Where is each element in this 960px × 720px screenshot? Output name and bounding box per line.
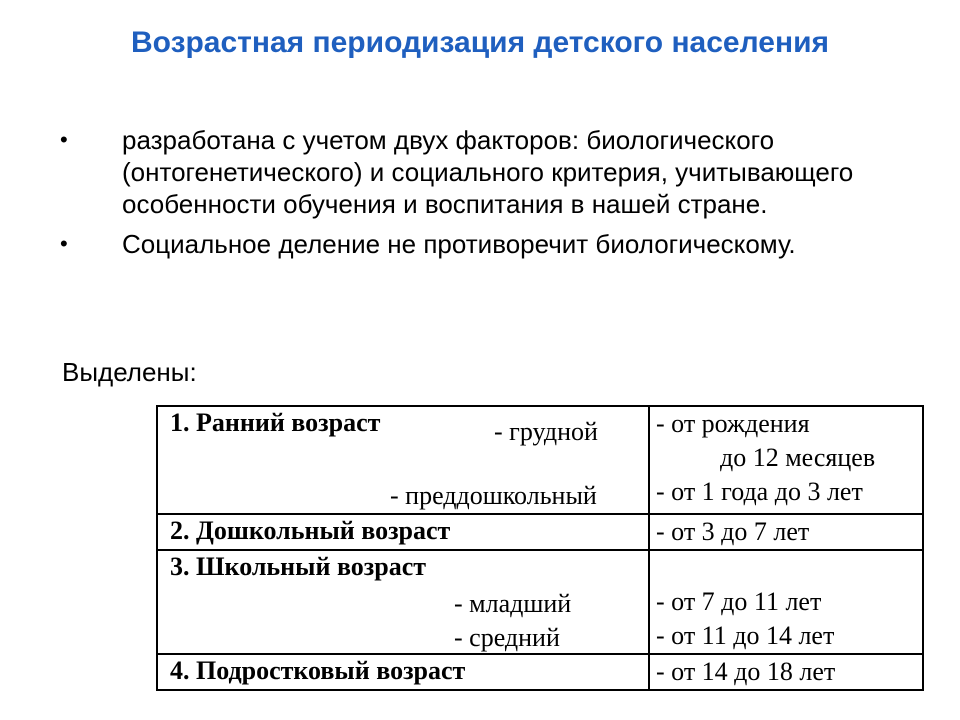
age-range: - от 1 года до 3 лет (656, 477, 863, 506)
bullet-item (60, 228, 900, 260)
bullet-text: разработана с учетом двух факторов: биологического (онтогенетического) и социального критерия, учитывающего особенности обучения и воспитания в нашей стране. (122, 125, 854, 219)
age-range: - от 3 до 7 лет (656, 517, 810, 546)
subgroup-label: - младший (454, 589, 572, 618)
age-name-cell (157, 654, 649, 690)
age-range: - от 14 до 18 лет (656, 657, 836, 686)
age-range-cell (649, 514, 923, 550)
age-range-cell (649, 406, 923, 514)
age-range: - от 7 до 11 лет (656, 587, 822, 616)
bullet-dot-icon: • (60, 231, 68, 256)
bullet-dot-icon: • (60, 127, 68, 152)
subgroup-label: - преддошкольный (390, 481, 597, 510)
bullet-text: Социальное деление не противоречит биологическому. (122, 229, 796, 259)
age-range-cell (649, 654, 923, 690)
age-name: 3. Школьный возраст (170, 552, 427, 581)
slide-title: Возрастная периодизация детского населения (130, 26, 830, 59)
age-range-cell (649, 550, 923, 654)
table-row (157, 514, 923, 550)
table-row (157, 406, 923, 514)
age-range: - от 11 до 14 лет (656, 621, 835, 650)
table-row (157, 550, 923, 654)
table-row (157, 654, 923, 690)
subgroup-label: - грудной (494, 417, 598, 446)
age-name: 2. Дошкольный возраст (170, 516, 451, 545)
age-name: 4. Подростковый возраст (170, 656, 466, 685)
bullet-list (60, 124, 900, 268)
age-name-cell (157, 550, 649, 654)
age-name-cell (157, 514, 649, 550)
age-period-table (156, 405, 924, 691)
age-range-continued: до 12 месяцев (720, 443, 876, 472)
age-name: 1. Ранний возраст (170, 408, 381, 437)
age-name-cell (157, 406, 649, 514)
subgroup-label: - средний (454, 623, 560, 652)
bullet-item (60, 124, 900, 220)
intro-label: Выделены: (62, 357, 197, 387)
age-range: - от рождения (656, 409, 810, 438)
